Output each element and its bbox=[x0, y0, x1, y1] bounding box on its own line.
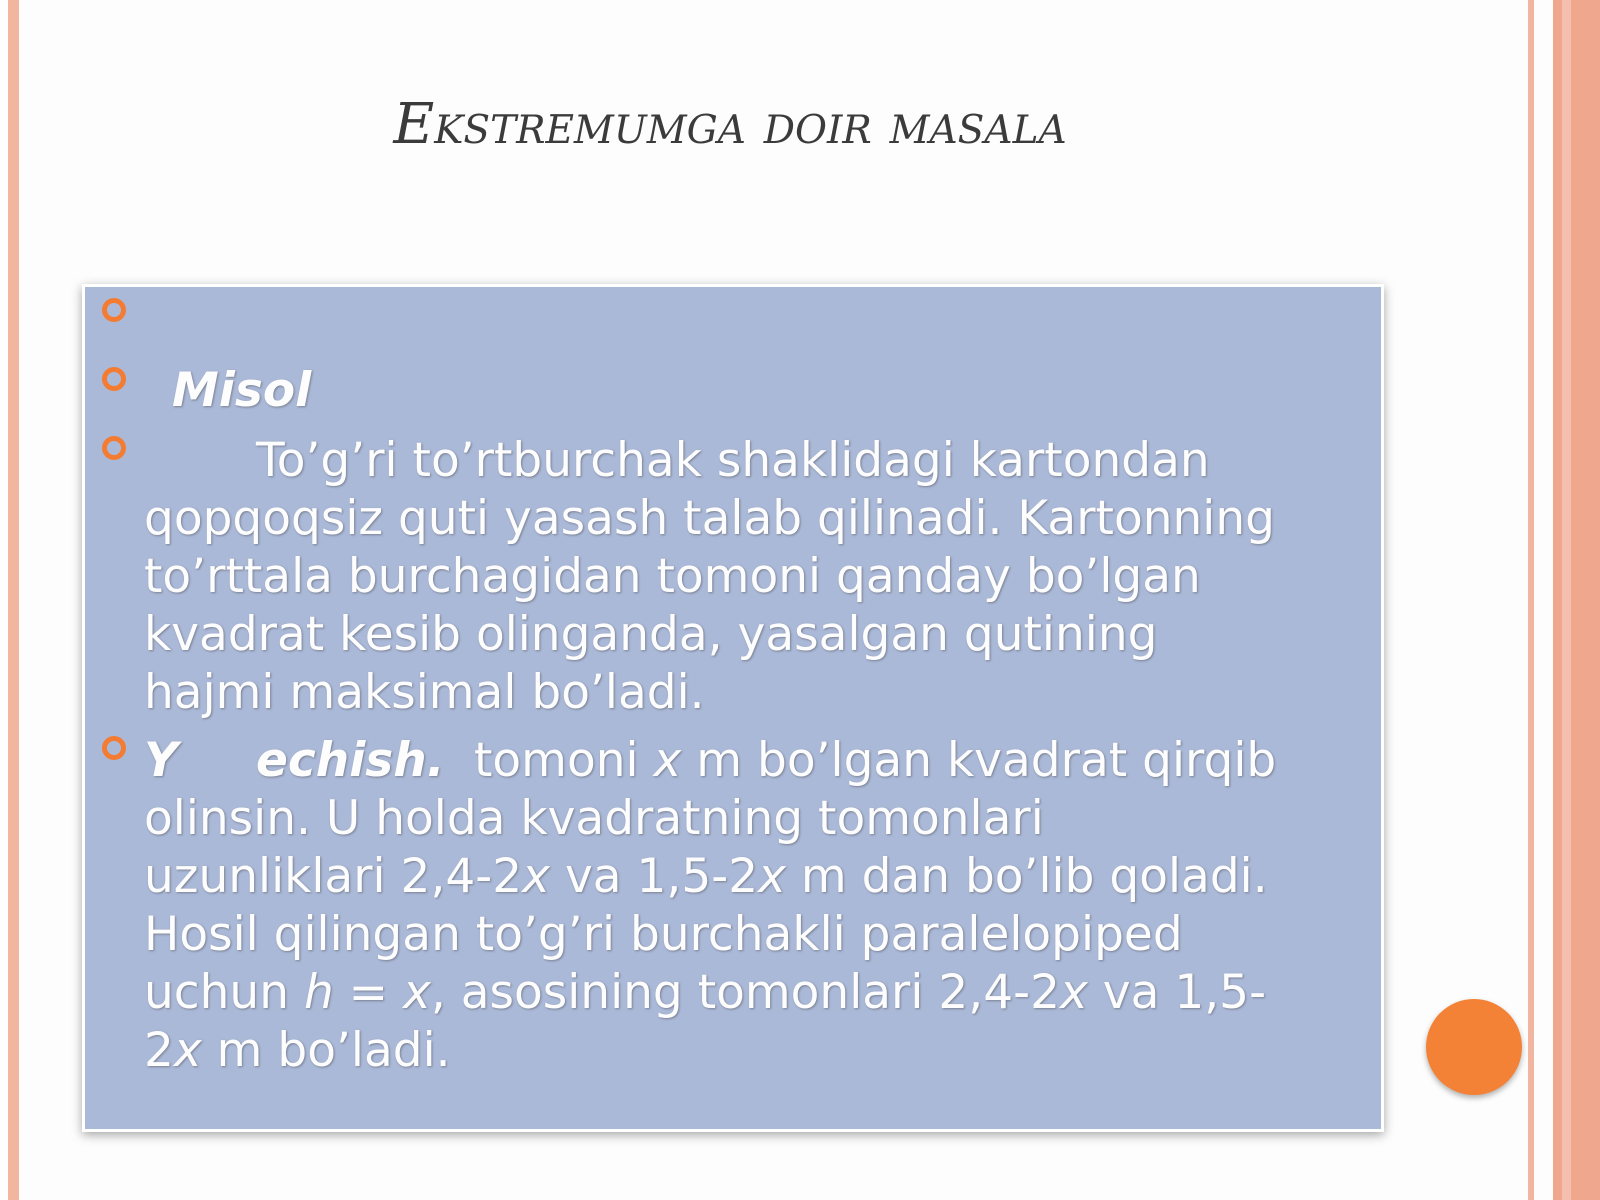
solution-line-2: olinsin. U holda kvadratning tomonlari bbox=[144, 791, 1044, 846]
solution-line-3-a: uzunliklari 2,4-2 bbox=[144, 849, 523, 904]
variable-x: x bbox=[522, 849, 550, 904]
solution-line-6 bbox=[144, 1022, 451, 1080]
solution-line-3 bbox=[144, 848, 1268, 906]
right-frame-wide-stripe bbox=[1553, 0, 1600, 1200]
slide-title: Ekstremumga doir masala bbox=[393, 92, 1067, 157]
problem-line-2: qopqoqsiz quti yasash talab qilinadi. Kartonning bbox=[144, 491, 1275, 546]
solution-line-1-b: m bo’lgan kvadrat qirqib bbox=[681, 733, 1277, 788]
solution-line-3-c: m dan bo’lib qoladi. bbox=[785, 849, 1268, 904]
variable-x: x bbox=[653, 733, 682, 788]
formula-h-equals-x: h = x bbox=[303, 965, 431, 1020]
problem-line-4: kvadrat kesib olinganda, yasalgan qutining bbox=[144, 607, 1158, 662]
solution-line-1 bbox=[474, 732, 1276, 790]
solution-heading-word: echish. bbox=[256, 733, 445, 788]
solution-line-5-b: , asosining tomonlari 2,4-2 bbox=[430, 965, 1060, 1020]
solution-line-6-a: 2 bbox=[144, 1023, 174, 1078]
solution-line-5-a: uchun bbox=[144, 965, 304, 1020]
solution-line-6-b: m bo’ladi. bbox=[201, 1023, 451, 1078]
problem-line-3: to’rttala burchagidan tomoni qanday bo’lgan bbox=[144, 549, 1201, 604]
right-frame-thin-stripe bbox=[1528, 0, 1534, 1200]
solution-line-5-c: va 1,5- bbox=[1087, 965, 1267, 1020]
bullet-empty bbox=[102, 298, 126, 322]
solution-line-3-b: va 1,5-2 bbox=[550, 849, 759, 904]
bullet-solution bbox=[102, 736, 126, 760]
solution-line-4: Hosil qilingan to’g’ri burchakli paralelopiped bbox=[144, 907, 1183, 962]
right-frame-light-stripe bbox=[1562, 0, 1571, 1200]
problem-line-5: hajmi maksimal bo’ladi. bbox=[144, 665, 705, 720]
bullet-problem bbox=[102, 436, 126, 460]
bullet-misol bbox=[102, 367, 126, 391]
problem-line-1: To’g’ri to’rtburchak shaklidagi kartondan bbox=[256, 433, 1210, 488]
misol-heading: Misol bbox=[172, 363, 312, 418]
variable-x: x bbox=[758, 849, 786, 904]
solution-heading-letter: Y bbox=[144, 733, 179, 788]
solution-line-5 bbox=[144, 964, 1266, 1022]
variable-x: x bbox=[173, 1023, 202, 1078]
left-frame-stripe bbox=[8, 0, 19, 1200]
variable-x: x bbox=[1060, 965, 1088, 1020]
solution-line-1-a: tomoni bbox=[474, 733, 654, 788]
decorative-orange-circle bbox=[1426, 999, 1522, 1095]
